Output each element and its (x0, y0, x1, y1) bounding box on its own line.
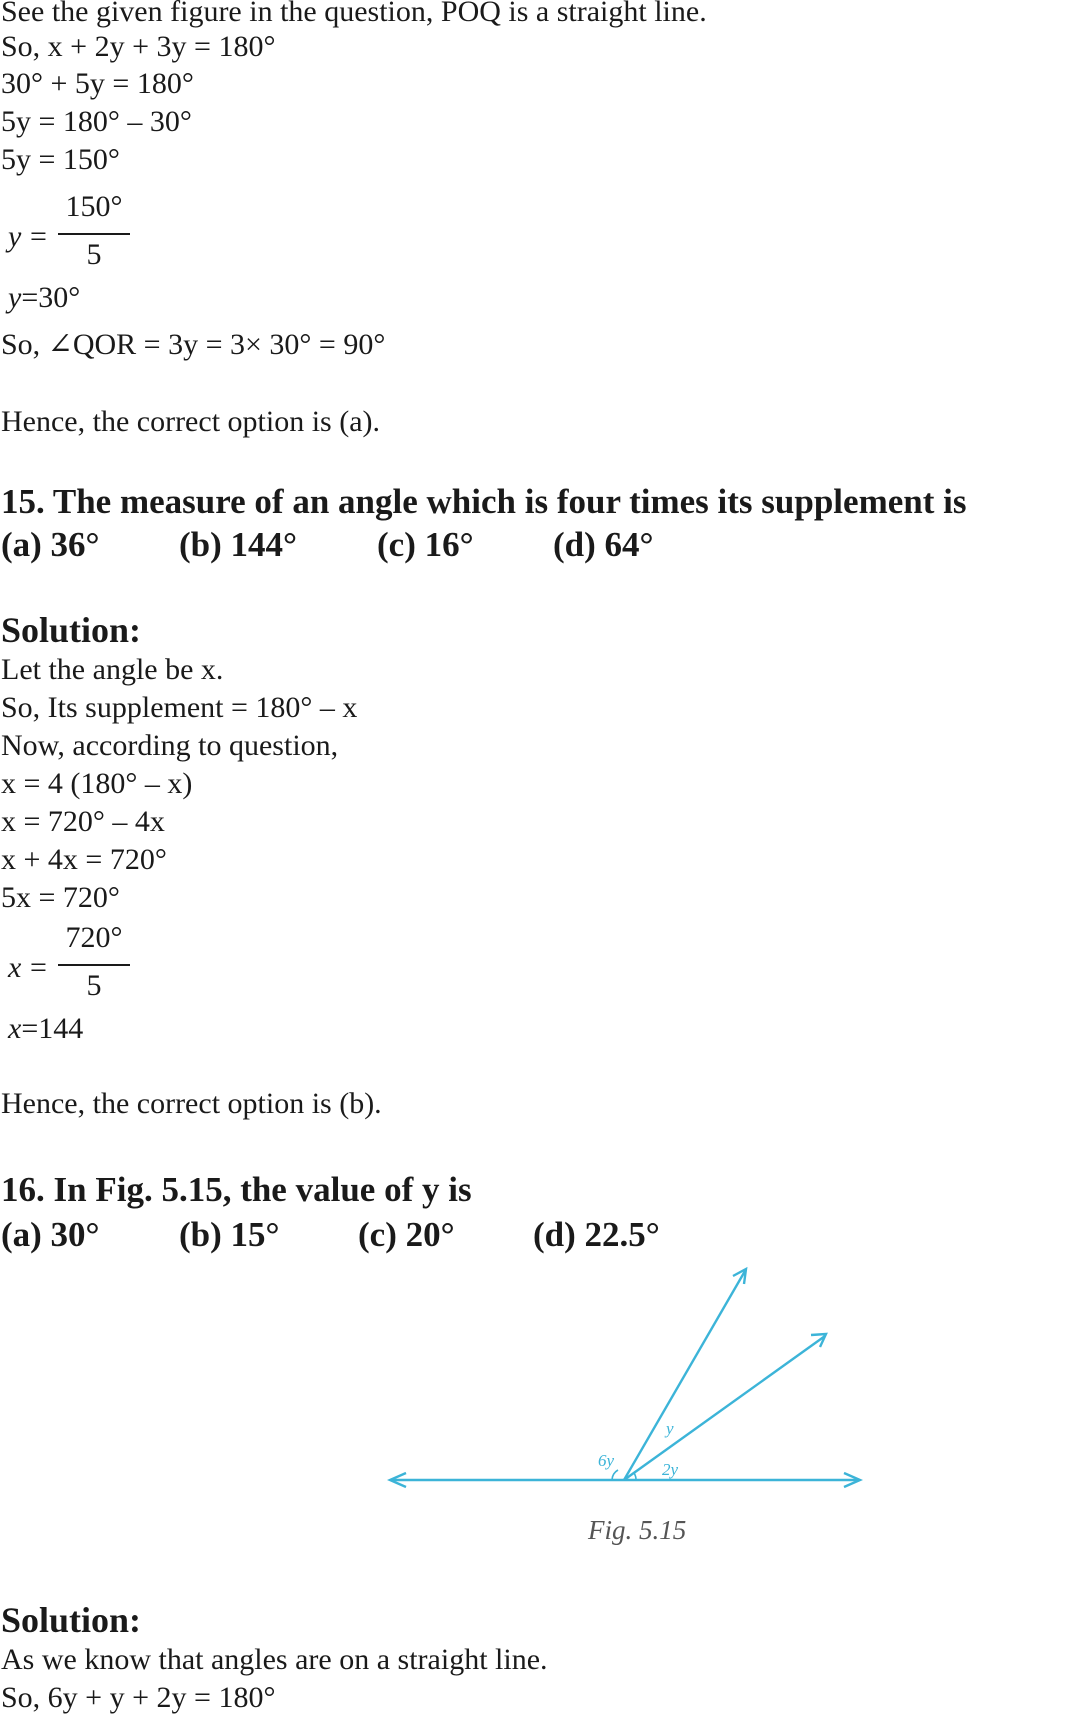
fraction-bar (58, 233, 130, 235)
fraction-variable: x (8, 951, 22, 984)
angle-label-6y: 6y (598, 1451, 615, 1470)
ray-shallow (624, 1336, 825, 1480)
fraction-numerator: 150° (65, 190, 123, 223)
text-line: Now, according to question, (1, 729, 339, 762)
equation-line: 5x = 720° (1, 881, 120, 914)
result-equation (8, 1012, 83, 1046)
equation-line: 30° + 5y = 180° (1, 67, 194, 100)
solution-heading: Solution: (1, 610, 142, 650)
equation-line: x + 4x = 720° (1, 843, 167, 876)
option-b: (b) 144° (179, 525, 298, 564)
option-c: (c) 20° (358, 1215, 455, 1254)
equals-sign: = (21, 1012, 39, 1045)
equals-sign: = (30, 220, 47, 253)
equation-line: So, x + 2y + 3y = 180° (1, 30, 276, 63)
conclusion-line: Hence, the correct option is (b). (1, 1087, 382, 1120)
equation-line: So, 6y + y + 2y = 180° (1, 1681, 276, 1714)
text-line: As we know that angles are on a straight line. (1, 1643, 548, 1676)
fraction-denominator: 5 (86, 238, 102, 271)
option-c: (c) 16° (377, 525, 474, 564)
fraction-equation (8, 921, 148, 1017)
equation-line: x = 4 (180° – x) (1, 767, 193, 800)
fraction-bar (58, 964, 130, 966)
angle-arc-6y (612, 1470, 618, 1480)
equation-line: 5y = 150° (1, 143, 120, 176)
result-variable: y (8, 281, 22, 314)
equation-line: x = 720° – 4x (1, 805, 165, 838)
option-d: (d) 22.5° (533, 1215, 660, 1254)
question-15-title: 15. The measure of an angle which is four times its supplement is (1, 482, 967, 521)
angle-label-2y: 2y (662, 1460, 679, 1479)
ray-steep (624, 1271, 745, 1480)
figure-caption: Fig. 5.15 (588, 1515, 687, 1545)
text-line: See the given figure in the question, POQ is a straight line. (1, 0, 707, 28)
equals-sign: = (30, 951, 47, 984)
fraction-numerator: 720° (65, 921, 123, 954)
result-variable: x (8, 1012, 22, 1045)
equation-line: So, Its supplement = 180° – x (1, 691, 358, 724)
solution-heading: Solution: (1, 1600, 142, 1640)
result-value: 30° (38, 281, 81, 314)
result-equation (8, 281, 80, 315)
angle-label-y: y (666, 1419, 674, 1438)
conclusion-line: Hence, the correct option is (a). (1, 405, 380, 438)
option-b: (b) 15° (179, 1215, 280, 1254)
equation-line: So, ∠QOR = 3y = 3× 30° = 90° (1, 328, 386, 361)
fraction-variable: y (8, 220, 22, 253)
option-d: (d) 64° (553, 525, 654, 564)
equals-sign: = (21, 281, 39, 314)
fraction-denominator: 5 (86, 969, 102, 1002)
result-value: 144 (38, 1012, 84, 1045)
figure-5-15-angles (380, 1258, 880, 1558)
question-16-title: 16. In Fig. 5.15, the value of y is (1, 1170, 472, 1209)
fraction-equation (8, 190, 148, 286)
option-a: (a) 30° (1, 1215, 100, 1254)
equation-line: 5y = 180° – 30° (1, 105, 192, 138)
option-a: (a) 36° (1, 525, 100, 564)
text-line: Let the angle be x. (1, 653, 224, 686)
